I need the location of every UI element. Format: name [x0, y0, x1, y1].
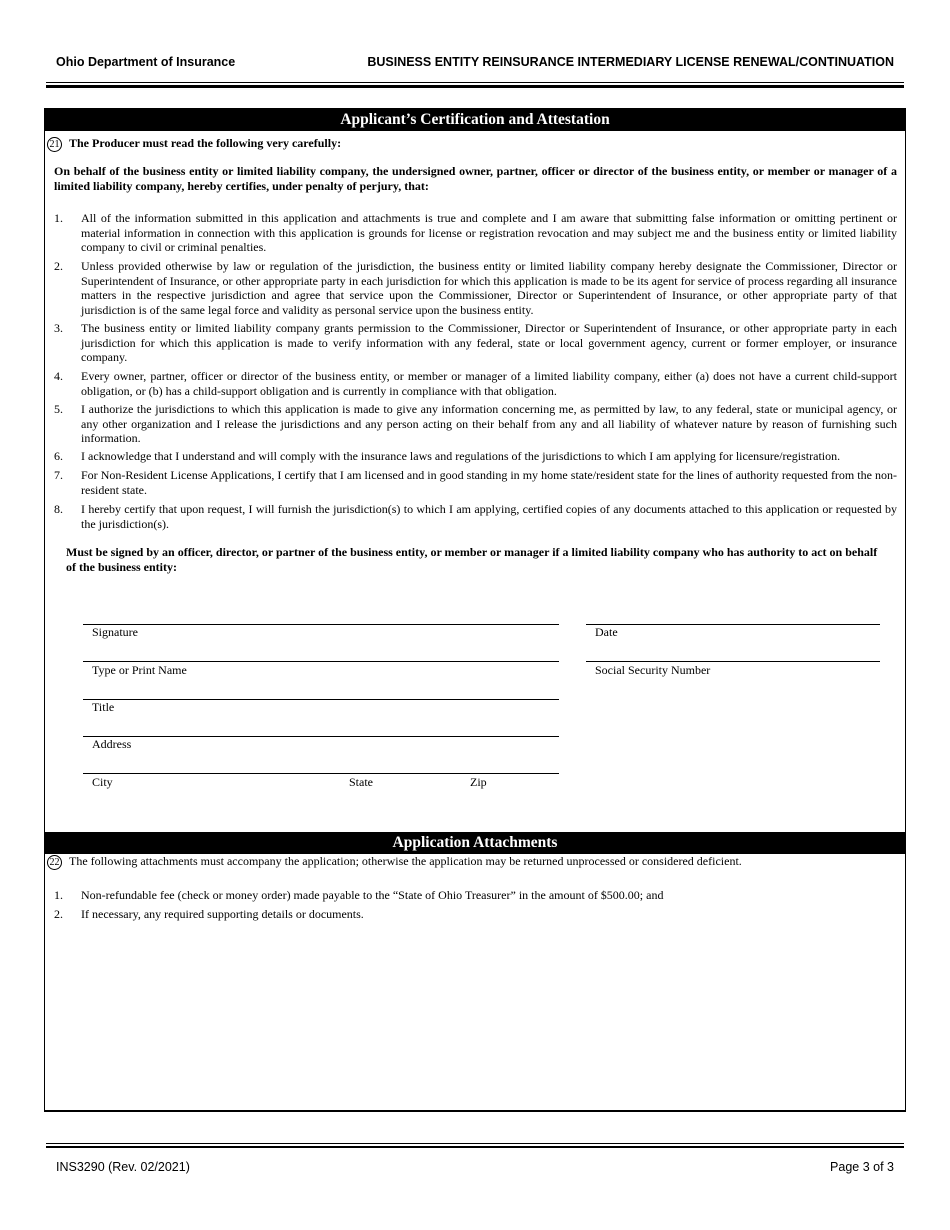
- certification-preamble: On behalf of the business entity or limited liability company, the undersigned owner, partner, officer or director of the business entity, or member or manager of a limited liability company, hereby certifies, under penalty of perjury, that:: [54, 164, 897, 193]
- form-frame: [44, 108, 906, 1112]
- address-label: Address: [92, 737, 132, 751]
- title-line[interactable]: [83, 699, 559, 700]
- signature-line[interactable]: [83, 624, 559, 625]
- address-line[interactable]: [83, 736, 559, 737]
- print-name-label: Type or Print Name: [92, 663, 187, 677]
- attachments-intro: The following attachments must accompany the application; otherwise the application may be returned unprocessed or considered deficient.: [69, 854, 742, 868]
- list-item-number: 8.: [54, 502, 63, 516]
- list-item-number: 3.: [54, 321, 63, 335]
- form-title: BUSINESS ENTITY REINSURANCE INTERMEDIARY LICENSE RENEWAL/CONTINUATION: [367, 55, 894, 69]
- footer-rule-thick: [46, 1146, 904, 1148]
- signature-instruction: Must be signed by an officer, director, or partner of the business entity, or member or manager if a limited liability company who has authority to act on behalf of the business entity:: [66, 545, 878, 574]
- list-item-number: 4.: [54, 369, 63, 383]
- header-rule-thick: [46, 85, 904, 88]
- list-item: The business entity or limited liability company grants permission to the Commissioner, Director or Superintendent of Insurance, or other appropriate party in each jurisdiction for which this application is made to verify information with any federal, state or local government agency, current or former employer, or insurance company.: [81, 321, 897, 365]
- header-rule-thin: [46, 82, 904, 83]
- list-item-number: 1.: [54, 211, 63, 225]
- list-item: Non-refundable fee (check or money order) made payable to the “State of Ohio Treasurer” in the amount of $500.00; and: [81, 888, 664, 902]
- list-item: All of the information submitted in this application and attachments is true and complete and I am aware that submitting false information or omitting pertinent or material information in connection with this application is grounds for license or registration revocation and may subject me and the business entity or limited liability company to civil or criminal penalties.: [81, 211, 897, 255]
- state-label: State: [349, 775, 373, 789]
- list-item-number: 7.: [54, 468, 63, 482]
- list-item-number: 2.: [54, 907, 63, 921]
- section-number-badge: 22: [47, 855, 62, 870]
- title-label: Title: [92, 700, 115, 714]
- ssn-label: Social Security Number: [595, 663, 711, 677]
- list-item: I acknowledge that I understand and will comply with the insurance laws and regulations of the jurisdictions to which I am applying for licensure/registration.: [81, 449, 841, 463]
- print-name-line[interactable]: [83, 661, 559, 662]
- list-item-number: 1.: [54, 888, 63, 902]
- list-item: If necessary, any required supporting details or documents.: [81, 907, 364, 921]
- ssn-line[interactable]: [586, 661, 880, 662]
- list-item-number: 2.: [54, 259, 63, 273]
- attachments-section-title: Application Attachments: [45, 832, 905, 854]
- page-number: Page 3 of 3: [830, 1160, 894, 1174]
- section-number-badge: 21: [47, 137, 62, 152]
- certification-instruction: The Producer must read the following very carefully:: [69, 136, 342, 150]
- date-label: Date: [595, 625, 618, 639]
- list-item-number: 6.: [54, 449, 63, 463]
- list-item: Every owner, partner, officer or director of the business entity, or member or manager of a limited liability company, either (a) does not have a current child-support obligation, or (b) has a child-support obligation and is currently in compliance with that obligation.: [81, 369, 897, 398]
- city-state-zip-line[interactable]: [83, 773, 559, 774]
- agency-name: Ohio Department of Insurance: [56, 55, 236, 69]
- list-item-number: 5.: [54, 402, 63, 416]
- list-item: I hereby certify that upon request, I will furnish the jurisdiction(s) to which I am applying, certified copies of any documents attached to this application or requested by the jurisdiction(s).: [81, 502, 897, 531]
- list-item: I authorize the jurisdictions to which this application is made to give any information concerning me, as permitted by law, to any federal, state or municipal agency, or any other organization and I release the jurisdictions and any person acting on their behalf from any and all liability of whatever nature by reason of furnishing such information.: [81, 402, 897, 446]
- city-label: City: [92, 775, 113, 789]
- certification-section-title: Applicant’s Certification and Attestation: [45, 109, 905, 131]
- date-line[interactable]: [586, 624, 880, 625]
- signature-label: Signature: [92, 625, 138, 639]
- zip-label: Zip: [470, 775, 487, 789]
- list-item: Unless provided otherwise by law or regulation of the jurisdiction, the business entity or limited liability company hereby designate the Commissioner, Director or Superintendent of Insurance, or other appropriate party in each jurisdiction for which this application is made to be its agent for service of process regarding all insurance matters in the respective jurisdiction and agree that service upon the Commissioner, Director or Superintendent of Insurance, or other appropriate party of that jurisdiction is of the same legal force and validity as personal service upon the business entity.: [81, 259, 897, 317]
- list-item: For Non-Resident License Applications, I certify that I am licensed and in good standing in my home state/resident state for the lines of authority requested from the non-resident state.: [81, 468, 897, 497]
- form-id: INS3290 (Rev. 02/2021): [56, 1160, 190, 1174]
- footer-rule-thin: [46, 1143, 904, 1144]
